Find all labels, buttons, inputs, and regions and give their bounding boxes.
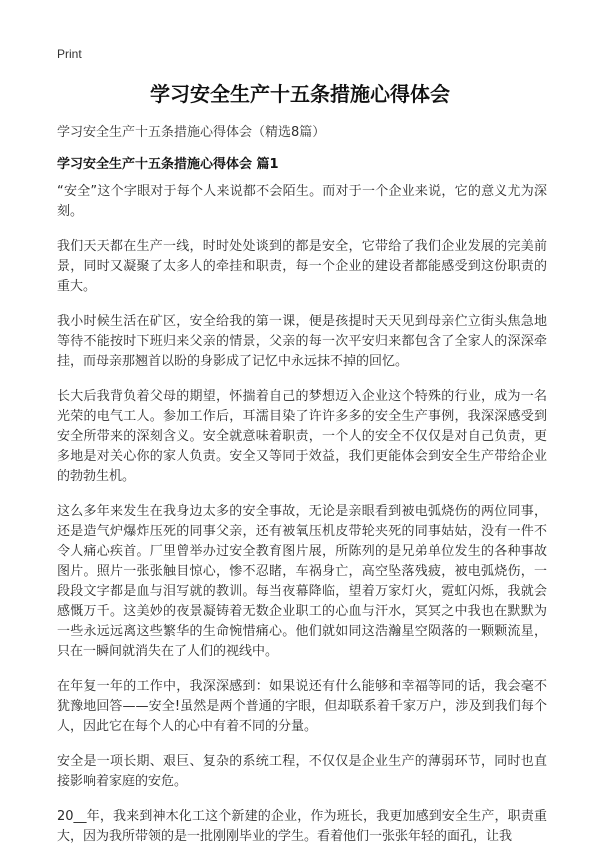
paragraph-6: 在年复一年的工作中，我深深感到：如果说还有什么能够和幸福等同的话，我会毫不犹豫地回答——安全!虽然是两个普通的字眼，但却联系着千家万户，涉及到我们每个人，因此它在每个人的心中有着不同的分量。 xyxy=(57,679,547,734)
document-title: 学习安全生产十五条措施心得体会 xyxy=(150,82,450,106)
paragraph-2: 我们天天都在生产一线，时时处处谈到的都是安全，它带给了我们企业发展的完美前景，同时又凝聚了太多人的牵挂和职责，每一个企业的建设者都能感受到这份职责的重大。 xyxy=(57,239,547,294)
paragraph-7: 安全是一项长期、艰巨、复杂的系统工程，不仅仅是企业生产的薄弱环节，同时也直接影响着家庭的安危。 xyxy=(57,754,547,789)
section-heading: 学习安全生产十五条措施心得体会 篇1 xyxy=(57,157,279,172)
paragraph-3: 我小时候生活在矿区，安全给我的第一课，便是孩提时天天见到母亲伫立街头焦急地等待不能按时下班归来父亲的情景，父亲的每一次平安归来都包含了全家人的深深牵挂，而母亲那翘首以盼的身影成了记忆中永远抹不掉的回忆。 xyxy=(57,314,547,369)
paragraph-8: 20__年，我来到神木化工这个新建的企业，作为班长，我更加感到安全生产，职责重大，因为我所带领的是一批刚刚毕业的学生。看着他们一张张年轻的面孔，让我 xyxy=(57,809,547,844)
paragraph-1: “安全”这个字眼对于每个人来说都不会陌生。而对于一个企业来说，它的意义尤为深刻。 xyxy=(57,184,547,219)
print-label: Print xyxy=(57,47,82,61)
document-subtitle: 学习安全生产十五条措施心得体会（精选8篇） xyxy=(57,125,326,140)
document-body xyxy=(57,182,547,862)
paragraph-4: 长大后我背负着父母的期望，怀揣着自己的梦想迈入企业这个特殊的行业，成为一名光荣的电气工人。参加工作后，耳濡目染了许许多多的安全生产事例，我深深感受到安全所带来的深刻含义。安全就意味着职责，一个人的安全不仅仅是对自己负责，更多地是对关心你的家人负责。安全又等同于效益，我们更能体会到安全生产带给企业的勃勃生机。 xyxy=(57,389,547,484)
paragraph-5: 这么多年来发生在我身边太多的安全事故，无论是亲眼看到被电弧烧伤的两位同事，还是造气炉爆炸压死的同事父亲，还有被氧压机皮带轮夹死的同事姑姑，没有一件不令人痛心疾首。厂里曾举办过安全教育图片展，所陈列的是兄弟单位发生的各种事故图片。照片一张张触目惊心，惨不忍睹，车祸身亡，高空坠落残疲，被电弧烧伤，一段段文字都是血与泪写就的教训。每当夜幕降临，望着万家灯火，霓虹闪烁，我就会感慨万千。这美妙的夜景凝铸着无数企业职工的心血与汗水，冥冥之中我也在默默为一些永远远离这些繁华的生命惋惜痛心。他们就如同这浩瀚星空陨落的一颗颗流星，只在一瞬间就消失在了人们的视线中。 xyxy=(57,504,547,659)
